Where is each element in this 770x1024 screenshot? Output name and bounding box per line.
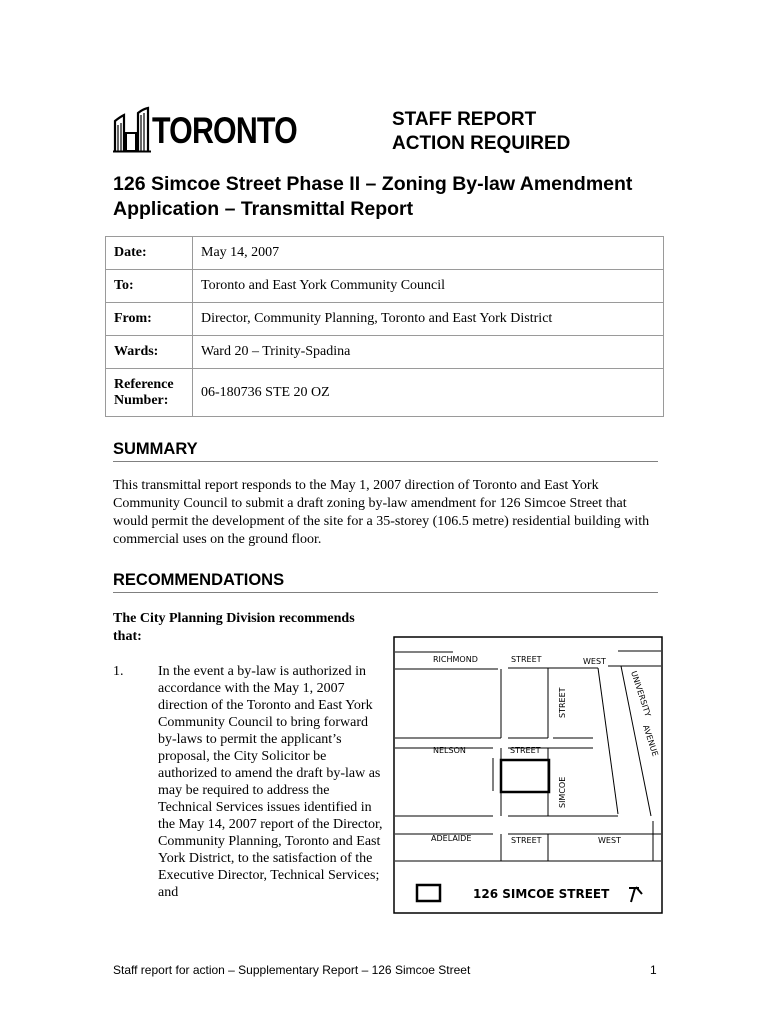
- table-row: [106, 237, 664, 270]
- to-label: To:: [106, 270, 193, 303]
- table-row: [106, 303, 664, 336]
- wards-label: Wards:: [106, 336, 193, 369]
- map-label-street-b: STREET: [558, 687, 567, 718]
- legend-label: 126 SIMCOE STREET: [473, 887, 610, 901]
- recommendation-text: In the event a by-law is authorized in accordance with the May 1, 2007 direction of the Toronto and East York Community Council to bring forward by-laws to permit the applicant’s proposal, the City Solicitor be authorized to amend the draft by-law as may be required to address the Technical Services issues identified in the May 14, 2007 report of the Director, Community Planning, Toronto and East York District, to the satisfaction of the Executive Director, Technical Services; and: [158, 664, 383, 900]
- reference-label-line1: Reference: [114, 376, 174, 392]
- map-label-simcoe: SIMCOE: [558, 776, 567, 808]
- wards-value: Ward 20 – Trinity-Spadina: [193, 336, 664, 369]
- date-label: Date:: [106, 237, 193, 270]
- recommendation-number: 1.: [113, 664, 124, 679]
- map-label-street-a: STREET: [511, 655, 542, 664]
- summary-text: This transmittal report responds to the May 1, 2007 direction of Toronto and East York Community Council to submit a draft zoning by-law amendment for 126 Simcoe Street that would permit the development of the site for a 35-storey (106.5 metre) residential building with commercial uses on the ground floor.: [113, 478, 650, 547]
- table-row: [106, 336, 664, 369]
- to-value: Toronto and East York Community Council: [193, 270, 664, 303]
- report-heading-line1: STAFF REPORT: [392, 109, 537, 130]
- logo-wordmark: TORONTO: [152, 110, 297, 151]
- footer-text: Staff report for action – Supplementary Report – 126 Simcoe Street: [113, 963, 471, 977]
- report-heading-line2: ACTION REQUIRED: [392, 133, 571, 154]
- recommendations-intro: The City Planning Division recommends that:: [113, 611, 355, 644]
- date-value: May 14, 2007: [193, 237, 664, 270]
- from-value: Director, Community Planning, Toronto and East York District: [193, 303, 664, 336]
- map-label-west-b: WEST: [598, 836, 621, 845]
- report-info-table: [105, 236, 664, 417]
- map-label-university: UNIVERSITY: [629, 669, 653, 718]
- map-label-richmond: RICHMOND: [433, 655, 478, 664]
- map-label-avenue: AVENUE: [641, 723, 660, 758]
- recommendations-heading: RECOMMENDATIONS: [113, 570, 658, 593]
- document-title: [113, 172, 673, 222]
- map-label-west-a: WEST: [583, 657, 606, 666]
- toronto-logo: [112, 103, 297, 155]
- from-label: From:: [106, 303, 193, 336]
- map-label-nelson: NELSON: [433, 746, 466, 755]
- reference-label: [106, 369, 193, 417]
- map-label-street-c: STREET: [510, 746, 541, 755]
- reference-value: 06-180736 STE 20 OZ: [193, 369, 664, 417]
- report-heading: [392, 108, 570, 156]
- table-row: [106, 369, 664, 417]
- title-line1: 126 Simcoe Street Phase II – Zoning By-law Amendment: [113, 173, 633, 195]
- map-label-street-d: STREET: [511, 836, 542, 845]
- summary-heading: SUMMARY: [113, 439, 658, 462]
- city-hall-icon: [112, 103, 152, 155]
- reference-label-line2: Number:: [114, 392, 169, 408]
- title-line2: Application – Transmittal Report: [113, 198, 414, 220]
- map-label-adelaide: ADELAIDE: [431, 834, 472, 843]
- table-row: [106, 270, 664, 303]
- page-number: 1: [650, 963, 657, 977]
- location-map: [393, 636, 663, 914]
